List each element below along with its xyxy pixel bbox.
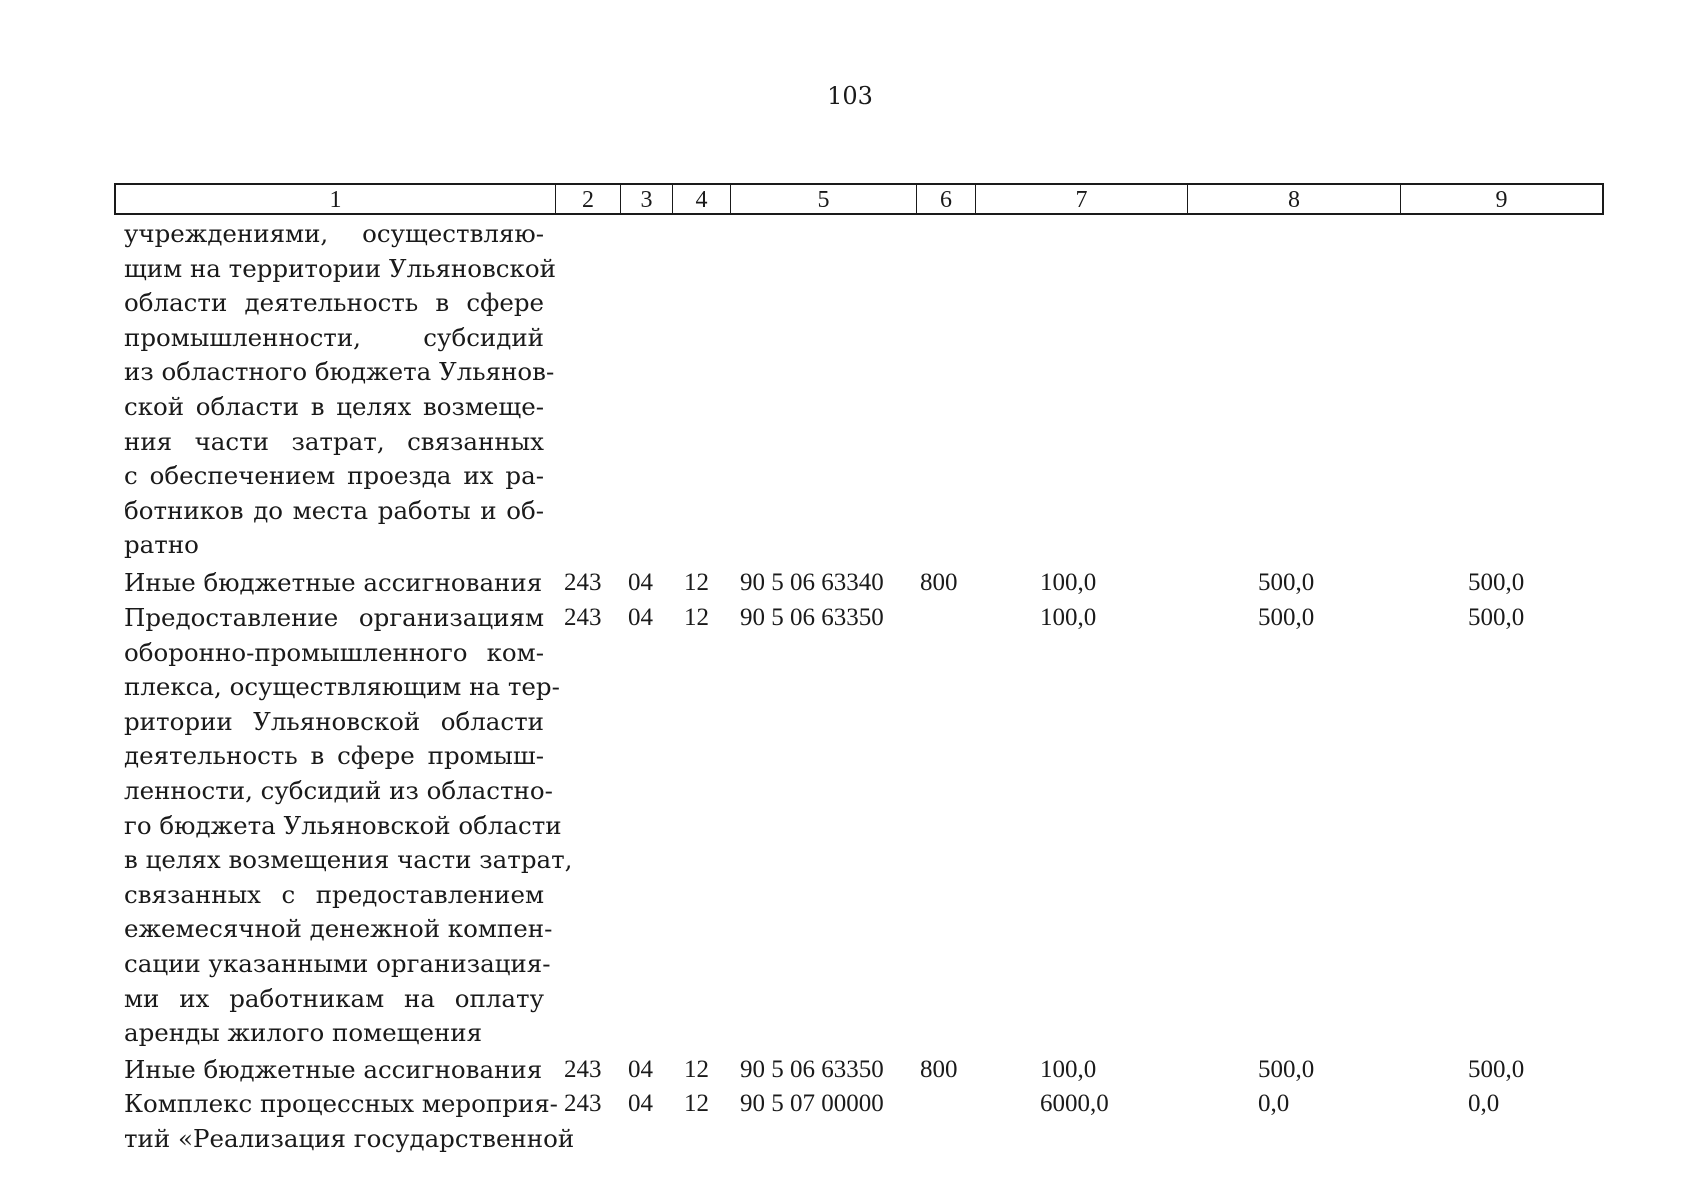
description-line: Комплекс процессных мероприя- (124, 1089, 558, 1118)
cell-col5: 90 5 07 00000 (740, 1090, 884, 1117)
cell-col5: 90 5 06 63350 (740, 604, 884, 631)
description-line: ратно (124, 530, 199, 560)
description-line: Иные бюджетные ассигнования (124, 568, 543, 597)
description-line: щим на территории Ульяновской (124, 253, 556, 283)
description-line: ежемесячной денежной компен- (124, 914, 553, 944)
description-line: в целях возмещения части затрат, (124, 845, 573, 875)
cell-col4: 12 (684, 569, 709, 596)
cell-col3: 04 (628, 569, 653, 596)
cell-col2: 243 (564, 569, 602, 596)
cell-col6: 800 (920, 569, 958, 596)
row-description (124, 1087, 575, 1156)
description-line: связанных с предоставлением (124, 879, 544, 909)
row-description (124, 217, 556, 563)
cell-col8: 500,0 (1258, 604, 1315, 631)
row-description (124, 1053, 544, 1088)
description-line: тий «Реализация государственной (124, 1123, 575, 1153)
description-line: Иные бюджетные ассигнования (124, 1055, 543, 1084)
cell-col7: 6000,0 (1040, 1090, 1109, 1117)
column-header-2: 2 (556, 185, 621, 213)
cell-col6: 800 (920, 1056, 958, 1083)
column-header-5: 5 (731, 185, 917, 213)
column-header-3: 3 (621, 185, 673, 213)
cell-col7: 100,0 (1040, 569, 1097, 596)
description-line: ми их работникам на оплату (124, 983, 544, 1013)
column-header-8: 8 (1188, 185, 1401, 213)
description-line: сации указанными организация- (124, 948, 551, 978)
cell-col5: 90 5 06 63340 (740, 569, 884, 596)
description-line: аренды жилого помещения (124, 1018, 483, 1048)
description-line: оборонно-промышленного ком- (124, 637, 544, 667)
description-line: промышленности, субсидий (124, 322, 544, 352)
cell-col4: 12 (684, 1090, 709, 1117)
description-line: Предоставление организациям (124, 603, 544, 632)
cell-col2: 243 (564, 1090, 602, 1117)
description-line: ской области в целях возмеще- (124, 391, 544, 421)
cell-col7: 100,0 (1040, 604, 1097, 631)
description-line: ритории Ульяновской области (124, 706, 544, 736)
description-line: го бюджета Ульяновской области (124, 810, 562, 840)
page-number: 103 (827, 82, 873, 110)
column-header-7: 7 (976, 185, 1188, 213)
cell-col5: 90 5 06 63350 (740, 1056, 884, 1083)
cell-col3: 04 (628, 1090, 653, 1117)
cell-col7: 100,0 (1040, 1056, 1097, 1083)
table-column-header-row (114, 183, 1604, 215)
description-line: деятельность в сфере промыш- (124, 741, 544, 771)
cell-col9: 500,0 (1468, 604, 1525, 631)
column-header-6: 6 (917, 185, 976, 213)
description-line: ботников до места работы и об- (124, 495, 544, 525)
cell-col3: 04 (628, 604, 653, 631)
cell-col8: 500,0 (1258, 569, 1315, 596)
description-line: ния части затрат, связанных (124, 426, 544, 456)
cell-col4: 12 (684, 604, 709, 631)
cell-col9: 0,0 (1468, 1090, 1500, 1117)
cell-col9: 500,0 (1468, 1056, 1525, 1083)
cell-col2: 243 (564, 604, 602, 631)
cell-col2: 243 (564, 1056, 602, 1083)
cell-col3: 04 (628, 1056, 653, 1083)
row-description (124, 566, 544, 601)
column-header-4: 4 (673, 185, 731, 213)
description-line: учреждениями, осуществляю- (124, 219, 544, 248)
cell-col8: 0,0 (1258, 1090, 1290, 1117)
description-line: с обеспечением проезда их ра- (124, 461, 544, 491)
description-line: плекса, осуществляющим на тер- (124, 672, 560, 702)
description-line: ленности, субсидий из областно- (124, 775, 553, 805)
description-line: из областного бюджета Ульянов- (124, 357, 555, 387)
description-line: области деятельность в сфере (124, 288, 544, 318)
row-description (124, 601, 573, 1051)
column-header-1: 1 (116, 185, 556, 213)
column-header-9: 9 (1495, 187, 1508, 213)
cell-col8: 500,0 (1258, 1056, 1315, 1083)
cell-col9: 500,0 (1468, 569, 1525, 596)
cell-col4: 12 (684, 1056, 709, 1083)
